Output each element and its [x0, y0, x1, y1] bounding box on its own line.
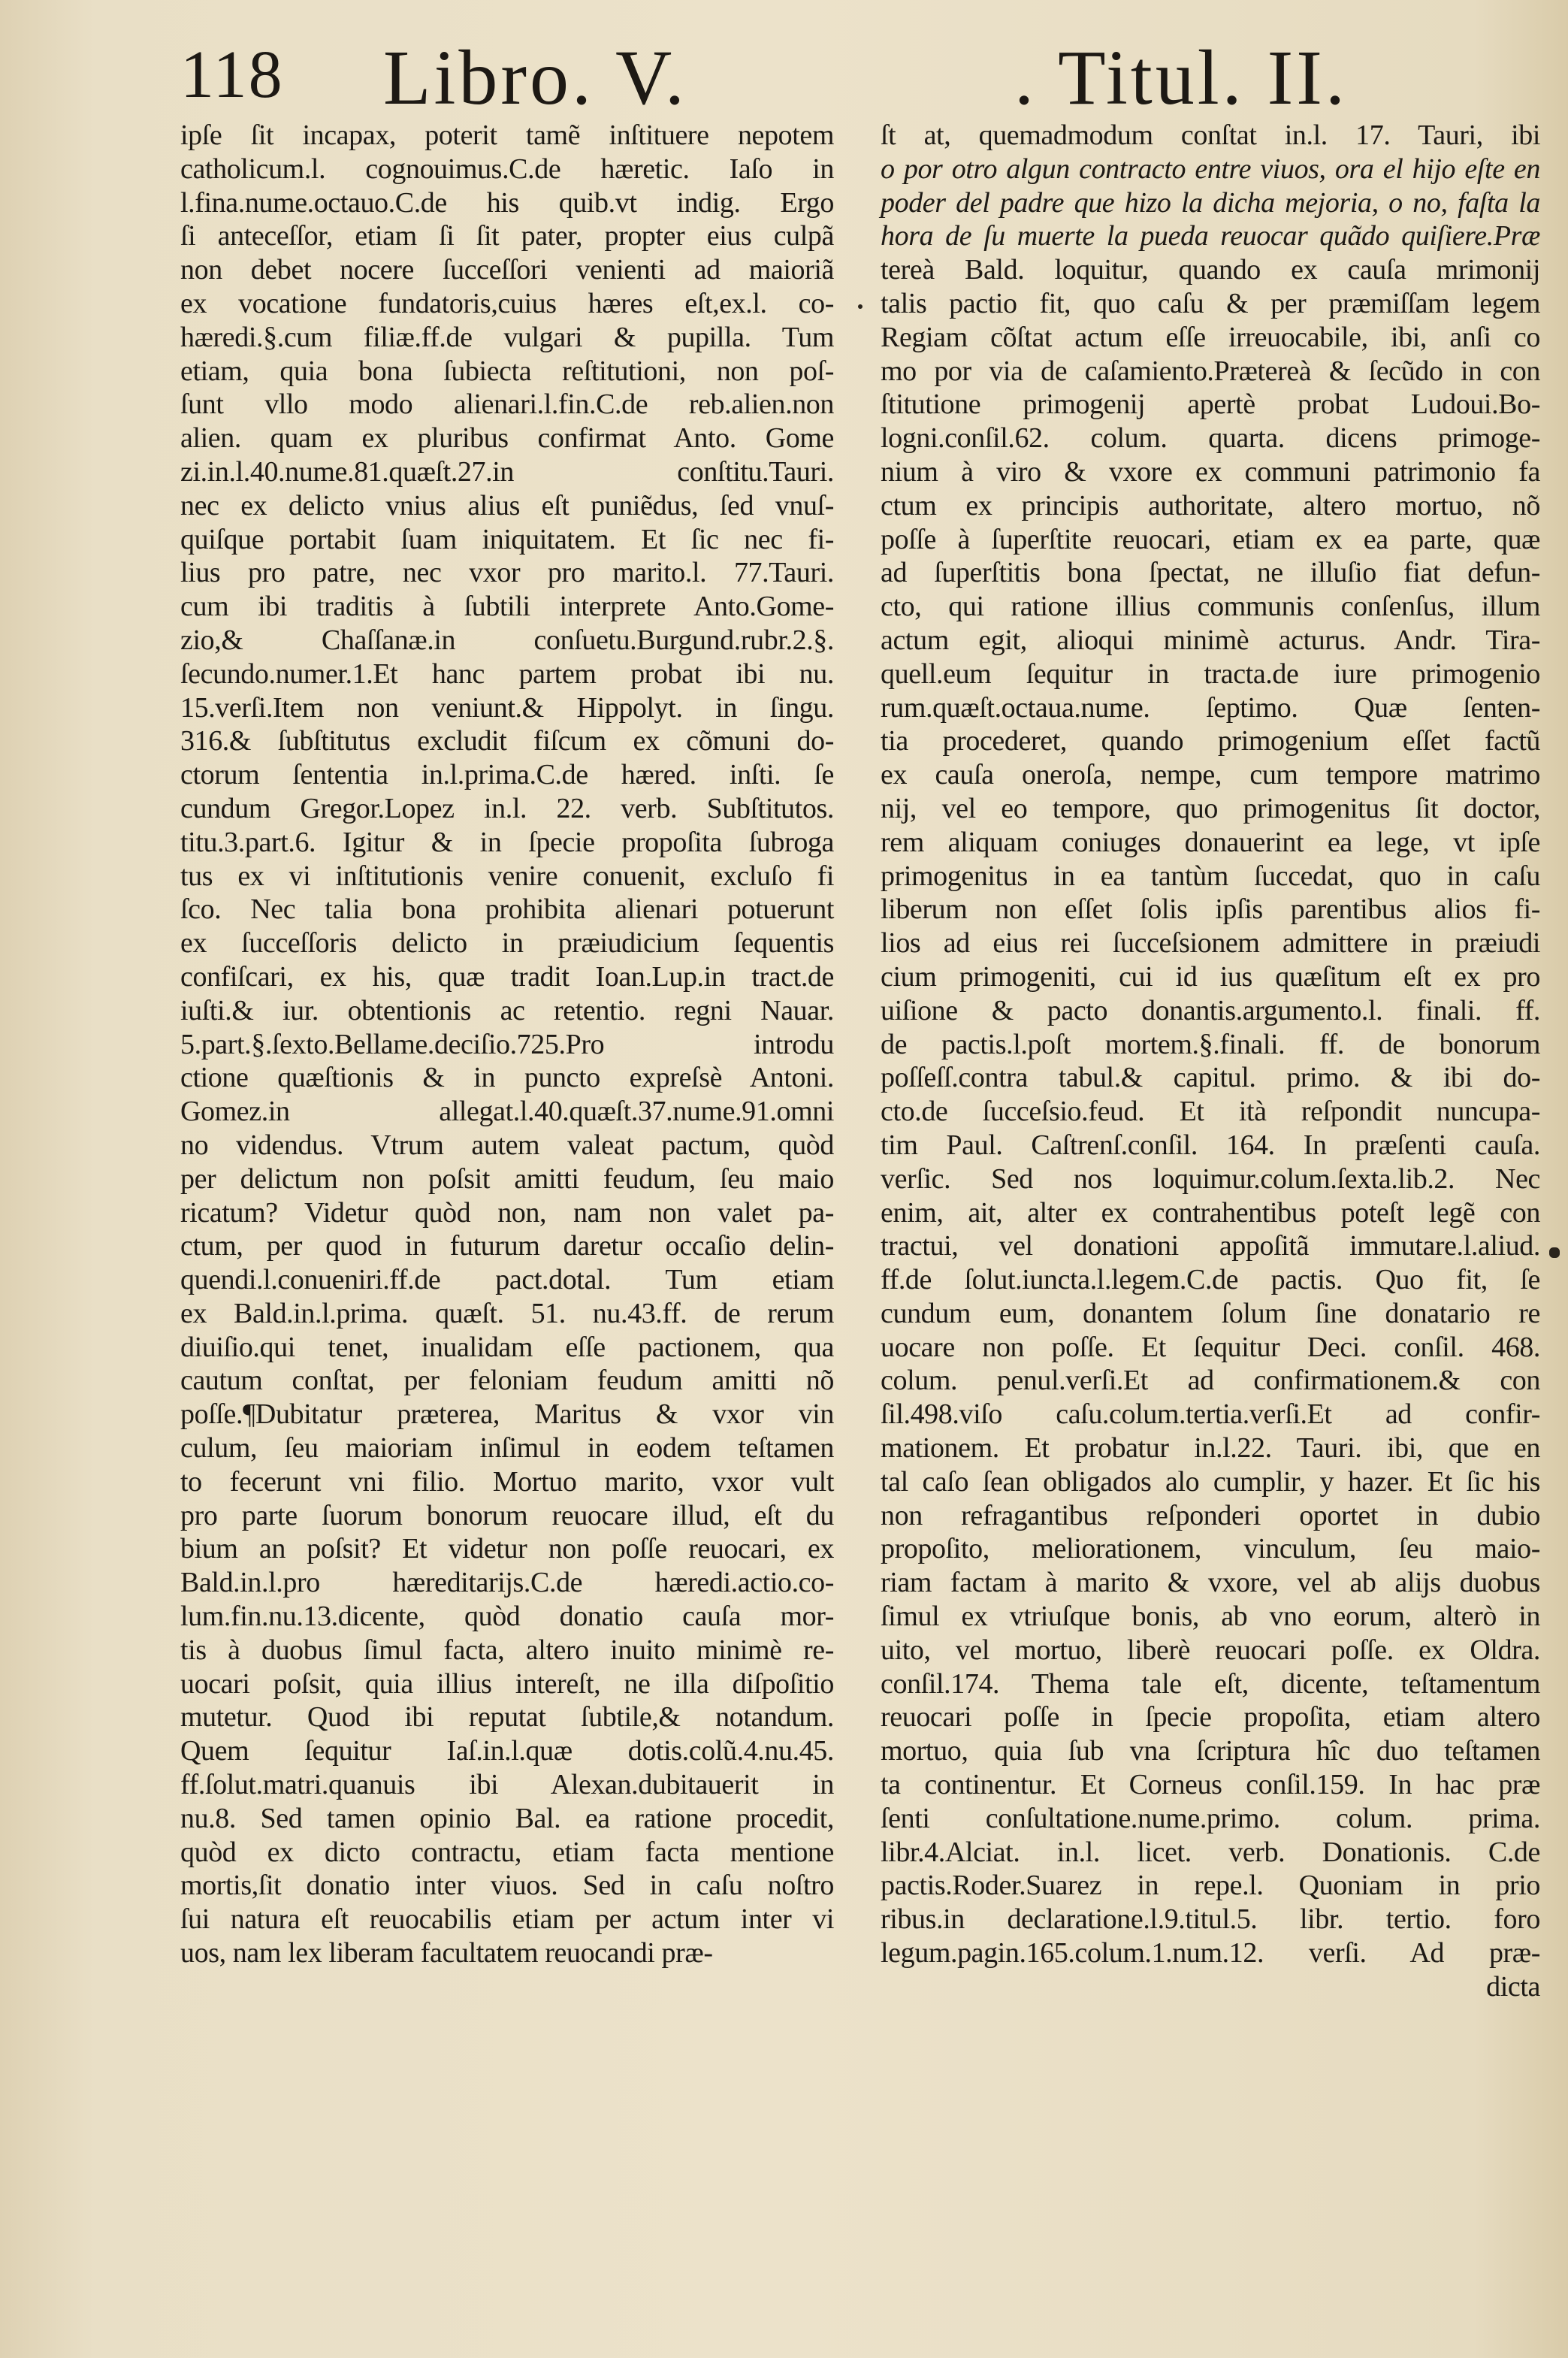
- text-line: ſui natura eſt reuocabilis etiam per actum inter vi: [180, 1903, 834, 1936]
- text-line: ribus.in declaratione.l.9.titul.5. libr. tertio. foro: [881, 1903, 1540, 1936]
- text-line: uocare non poſſe. Et ſequitur Deci. conſil. 468.: [881, 1331, 1540, 1363]
- text-line: Gomez.in allegat.l.40.quæſt.37.nume.91.omni: [180, 1096, 834, 1128]
- text-line: quell.eum ſequitur in tracta.de iure primogenio: [881, 658, 1540, 690]
- text-line: iuſti.& iur. obtentionis ac retentio. regni Nauar.: [180, 994, 834, 1026]
- text-line: mutetur. Quod ibi reputat ſubtile,& notandum.: [180, 1701, 834, 1734]
- text-line: ta continentur. Et Corneus conſil.159. In hac præ: [881, 1769, 1540, 1801]
- text-line: mortis,ſit donatio inter viuos. Sed in caſu noſtro: [180, 1870, 834, 1902]
- text-line: cundum Gregor.Lopez in.l. 22. verb. Subſtitutos.: [180, 792, 834, 824]
- text-line: riam factam à marito & vxore, vel ab alijs duobus: [881, 1567, 1540, 1599]
- text-line: talis pactio fit, quo caſu & per præmiſſam legem: [881, 287, 1540, 319]
- text-line: ex cauſa oneroſa, nempe, cum tempore matrimo: [881, 759, 1540, 791]
- running-head-book: Libro. V.: [383, 35, 687, 121]
- text-line: titu.3.part.6. Igitur & in ſpecie propoſita ſubroga: [180, 826, 834, 858]
- text-line: 316.& ſubſtitutus excludit fiſcum ex cõmuni do-: [180, 725, 834, 757]
- text-line: uito, vel mortuo, liberè reuocari poſſe. ex Oldra.: [881, 1634, 1540, 1666]
- text-line: ff.ſolut.matri.quanuis ibi Alexan.dubitauerit in: [180, 1769, 834, 1801]
- text-line: diuiſio.qui tenet, inualidam eſſe pactionem, qua: [180, 1331, 834, 1363]
- text-line: confiſcari, ex his, quæ tradit Ioan.Lup.in tract.de: [180, 960, 834, 993]
- text-line: cto.de ſucceſsio.feud. Et ità reſpondit nuncupa-: [881, 1096, 1540, 1128]
- text-line: non refragantibus reſponderi oportet in dubio: [881, 1499, 1540, 1531]
- text-line: nium à viro & vxore ex communi patrimonio fa: [881, 455, 1540, 488]
- text-line: l.fina.nume.octauo.C.de his quib.vt indig. Ergo: [180, 186, 834, 219]
- text-line: ad ſuperſtitis bona ſpectat, ne illuſio fiat defun-: [881, 557, 1540, 589]
- text-line: poſſeſſ.contra tabul.& capitul. primo. & ibi do-: [881, 1062, 1540, 1094]
- text-line: rem aliquam coniuges donauerint ea lege, vt ipſe: [881, 826, 1540, 858]
- text-line: rum.quæſt.octaua.nume. ſeptimo. Quæ ſenten-: [881, 691, 1540, 724]
- text-line: non debet nocere ſucceſſori venienti ad maioriã: [180, 254, 834, 286]
- text-line: bium an poſsit? Et videtur non poſſe reuocari, ex: [180, 1533, 834, 1565]
- text-line: 15.verſi.Item non veniunt.& Hippolyt. in ſingu.: [180, 691, 834, 724]
- text-line: ſecundo.numer.1.Et hanc partem probat ibi nu.: [180, 658, 834, 690]
- text-line: nec ex delicto vnius alius eſt puniẽdus, ſed vnuſ-: [180, 489, 834, 521]
- text-line: quiſque portabit ſuam iniquitatem. Et ſic nec fi-: [180, 523, 834, 555]
- text-line: etiam, quia bona ſubiecta reſtitutioni, non poſ-: [180, 355, 834, 387]
- text-line: verſic. Sed nos loquimur.colum.ſexta.lib.2. Nec: [881, 1162, 1540, 1195]
- text-line: tal caſo ſean obligados alo cumplir, y hazer. Et ſic his: [881, 1465, 1540, 1498]
- text-line: dicta: [1486, 1970, 1540, 2003]
- text-line: lios ad eius rei ſucceſsionem admittere in præiudi: [881, 927, 1540, 960]
- text-line: pro parte ſuorum bonorum reuocare illud, eſt du: [180, 1499, 834, 1531]
- text-line: quòd ex dicto contractu, etiam facta mentione: [180, 1836, 834, 1868]
- text-line: to fecerunt vni filio. Mortuo marito, vxor vult: [180, 1465, 834, 1498]
- text-line: ff.de ſolut.iuncta.l.legem.C.de pactis. Quo fit, ſe: [881, 1264, 1540, 1296]
- text-line: tim Paul. Caſtrenſ.conſil. 164. In præſenti cauſa.: [881, 1129, 1540, 1161]
- text-line: enim, ait, alter ex contrahentibus poteſt legẽ con: [881, 1196, 1540, 1229]
- text-line: ſenti conſultatione.nume.primo. colum. prima.: [881, 1802, 1540, 1834]
- text-line: alien. quam ex pluribus confirmat Anto. Gome: [180, 422, 834, 455]
- text-line: ſunt vllo modo alienari.l.fin.C.de reb.alien.non: [180, 388, 834, 421]
- text-line: hora de ſu muerte la pueda reuocar quãdo quiſiere.Præ: [881, 220, 1540, 252]
- text-line: cautum conſtat, per feloniam feudum amitti nõ: [180, 1365, 834, 1397]
- text-line: cto, qui ratione illius communis conſenſus, illum: [881, 591, 1540, 623]
- text-line: ſi anteceſſor, etiam ſi ſit pater, propter eius culpã: [180, 220, 834, 252]
- folio-number: 118: [180, 38, 284, 112]
- page-header: [0, 15, 1568, 121]
- text-line: ctum, per quod in futurum daretur occaſio delin-: [180, 1230, 834, 1262]
- text-line: libr.4.Alciat. in.l. licet. verb. Donationis. C.de: [881, 1836, 1540, 1868]
- text-line: quendi.l.conueniri.ff.de pact.dotal. Tum etiam: [180, 1264, 834, 1296]
- text-line: ſtitutione primogenij apertè probat Ludoui.Bo-: [881, 388, 1540, 421]
- text-line: per delictum non poſsit amitti feudum, ſeu maio: [180, 1162, 834, 1195]
- text-line: ex Bald.in.l.prima. quæſt. 51. nu.43.ff. de rerum: [180, 1297, 834, 1329]
- text-line: poſſe à ſuperſtite reuocari, etiam ex ea parte, quæ: [881, 523, 1540, 555]
- text-line: pactis.Roder.Suarez in repe.l. Quoniam in prio: [881, 1870, 1540, 1902]
- text-line: tractui, vel donationi appoſitã immutare.l.aliud.: [881, 1230, 1540, 1262]
- text-line: ctione quæſtionis & in puncto expreſsè Antoni.: [180, 1062, 834, 1094]
- text-line: logni.conſil.62. colum. quarta. dicens primoge-: [881, 422, 1540, 455]
- text-line: mortuo, quia ſub vna ſcriptura hîc duo teſtamen: [881, 1735, 1540, 1767]
- text-line: cium primogeniti, cui id ius quæſitum eſt ex pro: [881, 960, 1540, 993]
- text-line: catholicum.l. cognouimus.C.de hæretic. Iaſo in: [180, 153, 834, 185]
- text-line: reuocari poſſe in ſpecie propoſita, etiam altero: [881, 1701, 1540, 1734]
- text-line: ſil.498.viſo caſu.colum.tertia.verſi.Et ad confir-: [881, 1398, 1540, 1431]
- ink-speck: [858, 304, 863, 309]
- text-line: uiſione & pacto donantis.argumento.l. finali. ff.: [881, 994, 1540, 1026]
- text-line: actum egit, alioqui minimè acturus. Andr. Tira-: [881, 624, 1540, 656]
- text-line: o por otro algun contracto entre viuos, ora el hijo eſte en: [881, 153, 1540, 185]
- text-line: nij, vel eo tempore, quo primogenitus ſit doctor,: [881, 792, 1540, 824]
- text-line: zi.in.l.40.nume.81.quæſt.27.in conſtitu.Tauri.: [180, 455, 834, 488]
- text-line: legum.pagin.165.colum.1.num.12. verſi. Ad præ-: [881, 1937, 1540, 1970]
- text-line: lum.fin.nu.13.dicente, quòd donatio cauſa mor-: [180, 1601, 834, 1633]
- text-line: ex ſucceſſoris delicto in præiudicium ſequentis: [180, 927, 834, 960]
- text-line: de pactis.l.poſt mortem.§.finali. ff. de bonorum: [881, 1028, 1540, 1060]
- text-line: poſſe.¶Dubitatur præterea, Maritus & vxor vin: [180, 1398, 834, 1431]
- text-line: colum. penul.verſi.Et ad confirmationem.& con: [881, 1365, 1540, 1397]
- text-line: Quem ſequitur Iaſ.in.l.quæ dotis.colũ.4.nu.45.: [180, 1735, 834, 1767]
- text-line: ipſe ſit incapax, poterit tamẽ inſtituere nepotem: [180, 119, 834, 151]
- ink-blot: [1549, 1247, 1560, 1258]
- text-line: ctum ex principis authoritate, altero mortuo, nõ: [881, 489, 1540, 521]
- text-line: ſimul ex vtriuſque bonis, ab vno eorum, alterò in: [881, 1601, 1540, 1633]
- text-line: lius pro patre, nec vxor pro marito.l. 77.Tauri.: [180, 557, 834, 589]
- text-line: hæredi.§.cum filiæ.ff.de vulgari & pupilla. Tum: [180, 321, 834, 353]
- text-line: ſco. Nec talia bona prohibita alienari potuerunt: [180, 893, 834, 926]
- right-text-column: [881, 119, 1540, 2004]
- text-line: culum, ſeu maioriam inſimul in eodem teſtamen: [180, 1432, 834, 1465]
- text-line: ctorum ſententia in.l.prima.C.de hæred. inſti. ſe: [180, 759, 834, 791]
- text-line: liberum non eſſet ſolis ipſis parentibus alios fi-: [881, 893, 1540, 926]
- text-line: tis à duobus ſimul facta, altero inuito minimè re-: [180, 1634, 834, 1666]
- text-line: primogenitus in ea tantùm ſuccedat, quo in caſu: [881, 860, 1540, 892]
- text-line: zio,& Chaſſanæ.in conſuetu.Burgund.rubr.2.§.: [180, 624, 834, 656]
- left-text-column: [180, 119, 834, 1970]
- text-line: nu.8. Sed tamen opinio Bal. ea ratione procedit,: [180, 1802, 834, 1834]
- text-line: tia procederet, quando primogenium eſſet factũ: [881, 725, 1540, 757]
- text-line: conſil.174. Thema tale eſt, dicente, teſtamentum: [881, 1667, 1540, 1700]
- text-line: tereà Bald. loquitur, quando ex cauſa mrimonij: [881, 254, 1540, 286]
- text-line: cum ibi traditis à ſubtili interprete Anto.Gome-: [180, 591, 834, 623]
- text-line: Regiam cõſtat actum eſſe irreuocabile, ibi, anſi co: [881, 321, 1540, 353]
- text-line: Bald.in.l.pro hæreditarijs.C.de hæredi.actio.co-: [180, 1567, 834, 1599]
- text-line: ex vocatione fundatoris,cuius hæres eſt,ex.l. co-: [180, 287, 834, 319]
- text-line: ricatum? Videtur quòd non, nam non valet pa-: [180, 1196, 834, 1229]
- text-line: tus ex vi inſtitutionis venire conuenit, excluſo fi: [180, 860, 834, 892]
- text-line: ſt at, quemadmodum conſtat in.l. 17. Tauri, ibi: [881, 119, 1540, 151]
- text-line: uos, nam lex liberam facultatem reuocandi præ-: [180, 1937, 713, 1970]
- text-line: 5.part.§.ſexto.Bellame.deciſio.725.Pro introdu: [180, 1028, 834, 1060]
- running-head-title: . Titul. II.: [1014, 35, 1348, 121]
- text-line: propoſito, meliorationem, vinculum, ſeu maio-: [881, 1533, 1540, 1565]
- text-line: no videndus. Vtrum autem valeat pactum, quòd: [180, 1129, 834, 1161]
- text-line: poder del padre que hizo la dicha mejoria, o no, faſta la: [881, 186, 1540, 219]
- text-line: mationem. Et probatur in.l.22. Tauri. ibi, que en: [881, 1432, 1540, 1465]
- text-line: cundum eum, donantem ſolum ſine donatario re: [881, 1297, 1540, 1329]
- text-line: uocari poſsit, quia illius intereſt, ne illa diſpoſitio: [180, 1667, 834, 1700]
- text-line: mo por via de caſamiento.Prætereà & ſecũdo in con: [881, 355, 1540, 387]
